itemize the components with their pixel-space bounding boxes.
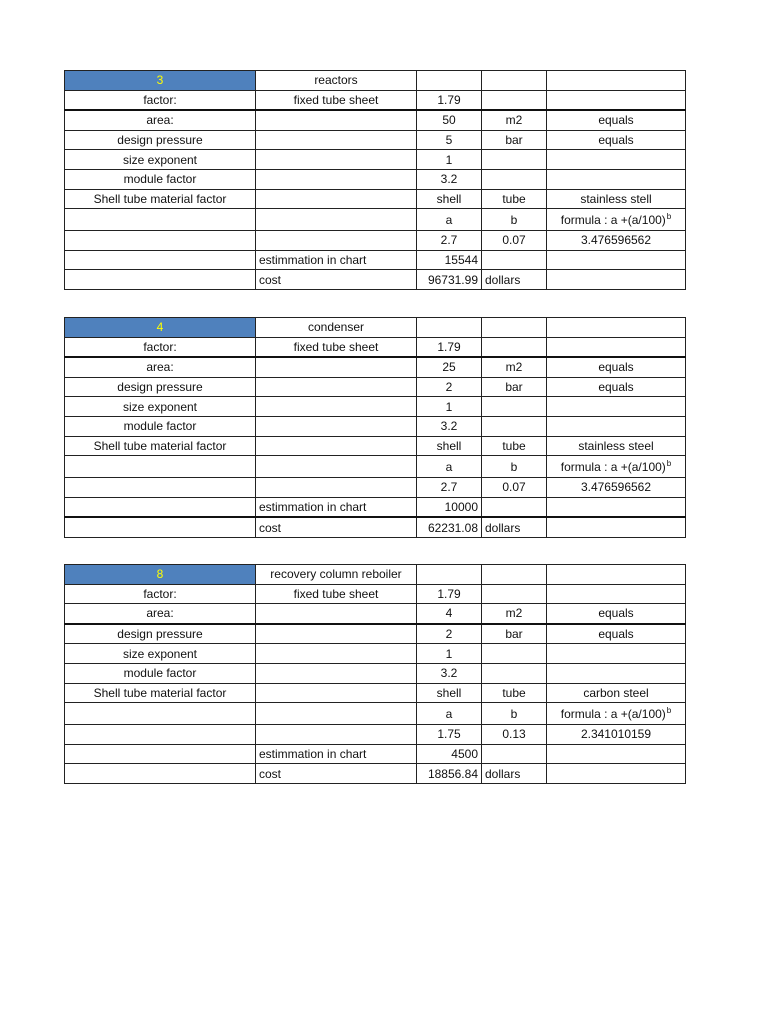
equipment-name-cell[interactable]: recovery column reboiler xyxy=(256,565,417,585)
tube-label-cell[interactable]: tube xyxy=(482,436,547,456)
equipment-table-4 xyxy=(64,317,686,538)
empty-cell[interactable] xyxy=(256,478,417,498)
area-unit-cell[interactable]: m2 xyxy=(482,357,547,377)
equipment-name-cell[interactable]: condenser xyxy=(256,318,417,338)
cost-row xyxy=(65,764,686,784)
area-unit-cell[interactable]: m2 xyxy=(482,604,547,624)
empty-cell[interactable] xyxy=(547,90,686,110)
formula-cell[interactable] xyxy=(547,456,686,478)
factor-value-cell[interactable]: 1.79 xyxy=(417,90,482,110)
tube-label-cell[interactable]: tube xyxy=(482,189,547,209)
equipment-table-3 xyxy=(64,70,686,290)
empty-cell[interactable] xyxy=(482,71,547,91)
module-factor-row xyxy=(65,663,686,683)
estimation-row xyxy=(65,744,686,764)
area-unit-cell[interactable]: m2 xyxy=(482,110,547,130)
equipment-id-cell[interactable]: 8 xyxy=(65,565,256,585)
tube-label-cell[interactable]: tube xyxy=(482,683,547,703)
empty-cell[interactable] xyxy=(65,209,256,231)
empty-cell[interactable] xyxy=(547,270,686,290)
empty-cell[interactable] xyxy=(547,169,686,189)
empty-cell[interactable] xyxy=(482,663,547,683)
b-value-cell[interactable]: 0.13 xyxy=(482,725,547,745)
area-row xyxy=(65,110,686,130)
material-row xyxy=(65,189,686,209)
b-label-cell[interactable]: b xyxy=(482,456,547,478)
empty-cell[interactable] xyxy=(482,416,547,436)
cost-row xyxy=(65,270,686,290)
pressure-label-cell[interactable]: design pressure xyxy=(65,624,256,644)
factor-type-cell[interactable]: fixed tube sheet xyxy=(256,90,417,110)
empty-cell[interactable] xyxy=(65,270,256,290)
empty-cell[interactable] xyxy=(65,497,256,517)
empty-cell[interactable] xyxy=(256,397,417,417)
size-exponent-row xyxy=(65,397,686,417)
empty-cell[interactable] xyxy=(256,644,417,664)
area-note-cell[interactable]: equals xyxy=(547,110,686,130)
empty-cell[interactable] xyxy=(256,130,417,150)
factor-type-cell[interactable]: fixed tube sheet xyxy=(256,337,417,357)
a-value-cell[interactable]: 2.7 xyxy=(417,231,482,251)
formula-cell[interactable] xyxy=(547,209,686,231)
size-exponent-value-cell[interactable]: 1 xyxy=(417,397,482,417)
empty-cell[interactable] xyxy=(547,517,686,537)
empty-cell[interactable] xyxy=(547,744,686,764)
empty-cell[interactable] xyxy=(256,189,417,209)
factor-row xyxy=(65,90,686,110)
material-name-cell[interactable]: stainless steel xyxy=(547,436,686,456)
empty-cell[interactable] xyxy=(482,565,547,585)
empty-cell[interactable] xyxy=(65,744,256,764)
empty-cell[interactable] xyxy=(256,357,417,377)
pressure-note-cell[interactable]: equals xyxy=(547,377,686,397)
empty-cell[interactable] xyxy=(256,624,417,644)
pressure-row xyxy=(65,624,686,644)
empty-cell[interactable] xyxy=(547,318,686,338)
empty-cell[interactable] xyxy=(547,71,686,91)
pressure-row xyxy=(65,377,686,397)
empty-cell[interactable] xyxy=(256,604,417,624)
estimation-label-cell[interactable]: estimmation in chart xyxy=(256,744,417,764)
size-exponent-row xyxy=(65,644,686,664)
factor-row xyxy=(65,337,686,357)
empty-cell[interactable] xyxy=(65,703,256,725)
formula-exponent: b xyxy=(666,458,672,468)
factor-label-cell[interactable]: factor: xyxy=(65,584,256,604)
factor-label-cell[interactable]: factor: xyxy=(65,90,256,110)
empty-cell[interactable] xyxy=(256,231,417,251)
area-label-cell[interactable]: area: xyxy=(65,110,256,130)
formula-cell[interactable] xyxy=(547,703,686,725)
formula-row xyxy=(65,456,686,478)
empty-cell[interactable] xyxy=(547,416,686,436)
area-value-cell[interactable]: 25 xyxy=(417,357,482,377)
empty-cell[interactable] xyxy=(256,169,417,189)
pressure-note-cell[interactable]: equals xyxy=(547,130,686,150)
pressure-unit-cell[interactable]: bar xyxy=(482,377,547,397)
module-factor-label-cell[interactable]: module factor xyxy=(65,416,256,436)
coefficient-row xyxy=(65,725,686,745)
a-value-cell[interactable]: 1.75 xyxy=(417,725,482,745)
module-factor-row xyxy=(65,169,686,189)
empty-cell[interactable] xyxy=(482,644,547,664)
material-label-cell[interactable]: Shell tube material factor xyxy=(65,189,256,209)
coefficient-row xyxy=(65,231,686,251)
factor-value-cell[interactable]: 1.79 xyxy=(417,584,482,604)
estimation-value-cell[interactable]: 10000 xyxy=(417,497,482,517)
empty-cell[interactable] xyxy=(547,150,686,170)
area-value-cell[interactable]: 50 xyxy=(417,110,482,130)
material-label-cell[interactable]: Shell tube material factor xyxy=(65,436,256,456)
module-factor-label-cell[interactable]: module factor xyxy=(65,169,256,189)
pressure-value-cell[interactable]: 5 xyxy=(417,130,482,150)
shell-label-cell[interactable]: shell xyxy=(417,683,482,703)
shell-label-cell[interactable]: shell xyxy=(417,189,482,209)
empty-cell[interactable] xyxy=(482,318,547,338)
cost-label-cell[interactable]: cost xyxy=(256,517,417,537)
module-factor-label-cell[interactable]: module factor xyxy=(65,663,256,683)
formula-text: formula : a +(a/100) xyxy=(560,459,666,474)
equipment-table-8 xyxy=(64,564,686,784)
empty-cell[interactable] xyxy=(65,764,256,784)
factor-row xyxy=(65,584,686,604)
empty-cell[interactable] xyxy=(65,725,256,745)
empty-cell[interactable] xyxy=(547,250,686,270)
formula-text: formula : a +(a/100) xyxy=(560,706,666,721)
size-exponent-label-cell[interactable]: size exponent xyxy=(65,644,256,664)
empty-cell[interactable] xyxy=(256,725,417,745)
cost-value-cell[interactable]: 62231.08 xyxy=(417,517,482,537)
size-exponent-row xyxy=(65,150,686,170)
formula-result-cell[interactable]: 3.476596562 xyxy=(547,231,686,251)
pressure-value-cell[interactable]: 2 xyxy=(417,624,482,644)
empty-cell[interactable] xyxy=(417,565,482,585)
module-factor-value-cell[interactable]: 3.2 xyxy=(417,169,482,189)
empty-cell[interactable] xyxy=(256,110,417,130)
estimation-row xyxy=(65,250,686,270)
empty-cell[interactable] xyxy=(417,318,482,338)
area-value-cell[interactable]: 4 xyxy=(417,604,482,624)
material-name-cell[interactable]: stainless stell xyxy=(547,189,686,209)
size-exponent-value-cell[interactable]: 1 xyxy=(417,150,482,170)
pressure-note-cell[interactable]: equals xyxy=(547,624,686,644)
formula-row xyxy=(65,209,686,231)
area-row xyxy=(65,357,686,377)
pressure-label-cell[interactable]: design pressure xyxy=(65,377,256,397)
estimation-label-cell[interactable]: estimmation in chart xyxy=(256,497,417,517)
estimation-value-cell[interactable]: 4500 xyxy=(417,744,482,764)
empty-cell[interactable] xyxy=(256,436,417,456)
equipment-id-cell[interactable]: 3 xyxy=(65,71,256,91)
size-exponent-label-cell[interactable]: size exponent xyxy=(65,150,256,170)
equipment-name-cell[interactable]: reactors xyxy=(256,71,417,91)
empty-cell[interactable] xyxy=(547,644,686,664)
a-value-cell[interactable]: 2.7 xyxy=(417,478,482,498)
empty-cell[interactable] xyxy=(547,663,686,683)
empty-cell[interactable] xyxy=(482,250,547,270)
empty-cell[interactable] xyxy=(256,456,417,478)
pressure-unit-cell[interactable]: bar xyxy=(482,130,547,150)
area-row xyxy=(65,604,686,624)
area-note-cell[interactable]: equals xyxy=(547,357,686,377)
empty-cell[interactable] xyxy=(547,584,686,604)
b-value-cell[interactable]: 0.07 xyxy=(482,478,547,498)
cost-value-cell[interactable]: 18856.84 xyxy=(417,764,482,784)
equipment-id-cell[interactable]: 4 xyxy=(65,318,256,338)
empty-cell[interactable] xyxy=(256,150,417,170)
material-row xyxy=(65,436,686,456)
empty-cell[interactable] xyxy=(65,250,256,270)
formula-text: formula : a +(a/100) xyxy=(560,212,666,227)
empty-cell[interactable] xyxy=(547,764,686,784)
factor-type-cell[interactable]: fixed tube sheet xyxy=(256,584,417,604)
module-factor-row xyxy=(65,416,686,436)
pressure-row xyxy=(65,130,686,150)
empty-cell[interactable] xyxy=(256,377,417,397)
empty-cell[interactable] xyxy=(482,337,547,357)
empty-cell[interactable] xyxy=(256,703,417,725)
header-row xyxy=(65,565,686,585)
estimation-label-cell[interactable]: estimmation in chart xyxy=(256,250,417,270)
material-label-cell[interactable]: Shell tube material factor xyxy=(65,683,256,703)
empty-cell[interactable] xyxy=(482,169,547,189)
b-label-cell[interactable]: b xyxy=(482,209,547,231)
cost-row xyxy=(65,517,686,537)
empty-cell[interactable] xyxy=(256,663,417,683)
empty-cell[interactable] xyxy=(482,150,547,170)
formula-exponent: b xyxy=(666,211,672,221)
empty-cell[interactable] xyxy=(482,397,547,417)
coefficient-row xyxy=(65,478,686,498)
size-exponent-label-cell[interactable]: size exponent xyxy=(65,397,256,417)
cost-value-cell[interactable]: 96731.99 xyxy=(417,270,482,290)
empty-cell[interactable] xyxy=(482,497,547,517)
pressure-unit-cell[interactable]: bar xyxy=(482,624,547,644)
module-factor-value-cell[interactable]: 3.2 xyxy=(417,663,482,683)
empty-cell[interactable] xyxy=(256,416,417,436)
cost-label-cell[interactable]: cost xyxy=(256,270,417,290)
empty-cell[interactable] xyxy=(482,584,547,604)
empty-cell[interactable] xyxy=(547,397,686,417)
empty-cell[interactable] xyxy=(417,71,482,91)
factor-label-cell[interactable]: factor: xyxy=(65,337,256,357)
header-row xyxy=(65,318,686,338)
formula-result-cell[interactable]: 3.476596562 xyxy=(547,478,686,498)
formula-exponent: b xyxy=(666,705,672,715)
factor-value-cell[interactable]: 1.79 xyxy=(417,337,482,357)
cost-unit-cell[interactable]: dollars xyxy=(482,764,547,784)
empty-cell[interactable] xyxy=(65,231,256,251)
formula-result-cell[interactable]: 2.341010159 xyxy=(547,725,686,745)
empty-cell[interactable] xyxy=(65,456,256,478)
empty-cell[interactable] xyxy=(65,517,256,537)
b-label-cell[interactable]: b xyxy=(482,703,547,725)
cost-unit-cell[interactable]: dollars xyxy=(482,517,547,537)
a-label-cell[interactable]: a xyxy=(417,703,482,725)
module-factor-value-cell[interactable]: 3.2 xyxy=(417,416,482,436)
size-exponent-value-cell[interactable]: 1 xyxy=(417,644,482,664)
shell-label-cell[interactable]: shell xyxy=(417,436,482,456)
area-label-cell[interactable]: area: xyxy=(65,357,256,377)
cost-label-cell[interactable]: cost xyxy=(256,764,417,784)
empty-cell[interactable] xyxy=(65,478,256,498)
estimation-row xyxy=(65,497,686,517)
empty-cell[interactable] xyxy=(547,337,686,357)
material-row xyxy=(65,683,686,703)
a-label-cell[interactable]: a xyxy=(417,456,482,478)
area-label-cell[interactable]: area: xyxy=(65,604,256,624)
a-label-cell[interactable]: a xyxy=(417,209,482,231)
pressure-value-cell[interactable]: 2 xyxy=(417,377,482,397)
empty-cell[interactable] xyxy=(256,209,417,231)
empty-cell[interactable] xyxy=(256,683,417,703)
area-note-cell[interactable]: equals xyxy=(547,604,686,624)
b-value-cell[interactable]: 0.07 xyxy=(482,231,547,251)
empty-cell[interactable] xyxy=(547,565,686,585)
empty-cell[interactable] xyxy=(482,90,547,110)
estimation-value-cell[interactable]: 15544 xyxy=(417,250,482,270)
empty-cell[interactable] xyxy=(547,497,686,517)
cost-unit-cell[interactable]: dollars xyxy=(482,270,547,290)
empty-cell[interactable] xyxy=(482,744,547,764)
pressure-label-cell[interactable]: design pressure xyxy=(65,130,256,150)
header-row xyxy=(65,71,686,91)
formula-row xyxy=(65,703,686,725)
material-name-cell[interactable]: carbon steel xyxy=(547,683,686,703)
